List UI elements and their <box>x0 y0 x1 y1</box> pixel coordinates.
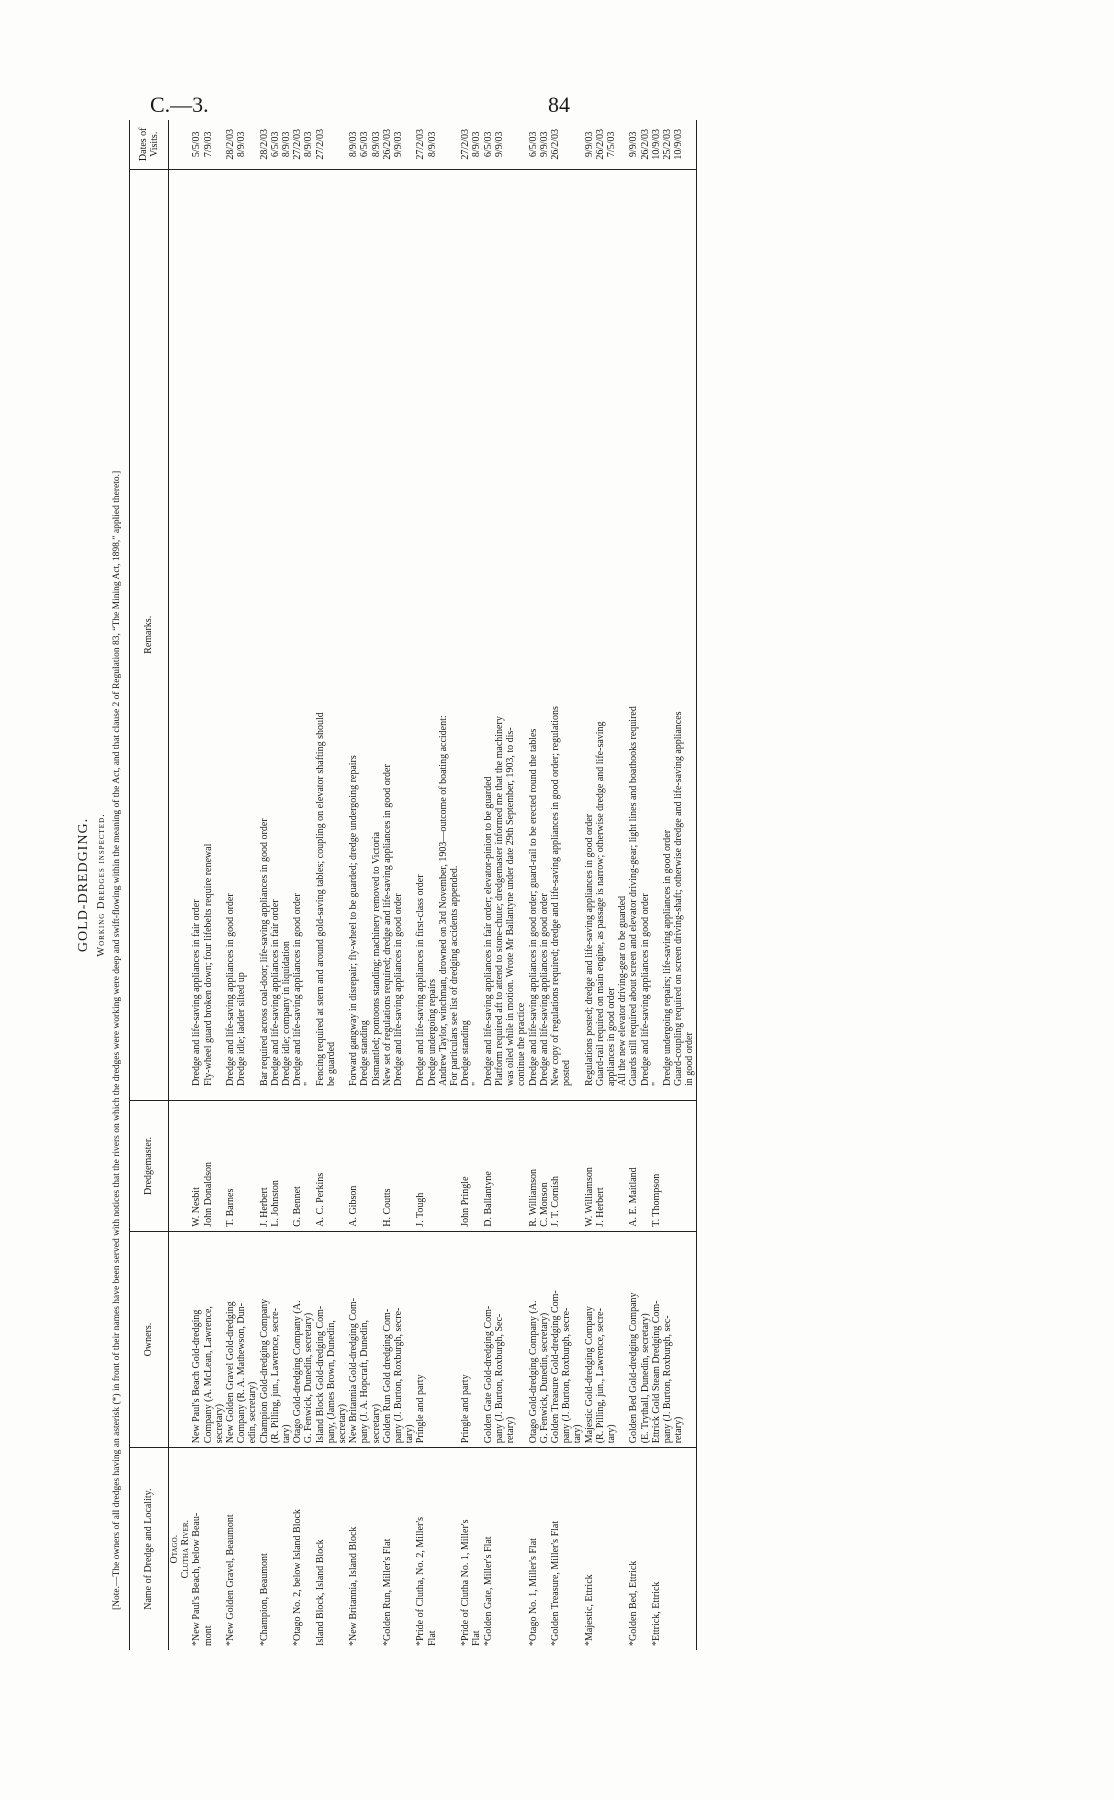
name-line: *Ettrick, Ettrick <box>650 1581 662 1646</box>
column-header: Dredgemaster. <box>130 1101 169 1232</box>
owners-line: pany, (James Brown, Dunedin, <box>325 1320 337 1444</box>
name-line: *New Britannia, Island Block <box>348 1526 360 1646</box>
remarks-line: Regulations posted; dredge and life-saving appliances in good order <box>583 813 595 1087</box>
cell-remarks <box>315 169 349 1100</box>
cell-dates <box>483 120 528 169</box>
cell-dates <box>191 120 225 169</box>
owners-line: New Golden Gravel Gold-dredging <box>225 1301 237 1444</box>
owners-line: New Paul's Beach Gold-dredging <box>191 1309 203 1444</box>
cell-owners <box>382 1231 416 1448</box>
owners-line: G. Fenwick, Dunedin, secretary) <box>303 1312 315 1444</box>
cell-name <box>348 1448 382 1650</box>
section-heading-row <box>169 120 192 1650</box>
cell-dates <box>584 120 629 169</box>
dates-line: 9/9/03 <box>493 131 505 158</box>
dates-line: 27/2/03 <box>415 129 427 160</box>
cell-dredgemaster <box>550 1101 584 1232</box>
dates-line: 8/9/03 <box>426 131 438 158</box>
cell-owners <box>628 1231 650 1448</box>
cell-dredgemaster <box>191 1101 225 1232</box>
cell-remarks <box>651 169 696 1100</box>
dates-line: 26/2/03 <box>381 129 393 160</box>
owners-line: Golden Treasure Gold-dredging Com- <box>549 1290 561 1444</box>
cell-owners <box>460 1231 482 1448</box>
cell-dates <box>225 120 259 169</box>
cell-name <box>315 1448 349 1650</box>
cell-remarks <box>460 169 482 1100</box>
dredges-table <box>129 120 697 1650</box>
dredgemaster-line: W. Williamson <box>583 1167 595 1227</box>
cell-owners <box>348 1231 382 1448</box>
owners-line: Pringle and party <box>415 1374 427 1444</box>
dredgemaster-line: J. Herbert <box>258 1187 270 1227</box>
remarks-line: Guard-rail required on main engine, as passage is narrow; otherwise dredge and life-saving <box>594 721 606 1087</box>
dates-line: 5/5/03 <box>191 131 203 158</box>
dredgemaster-line: John Pringle <box>460 1176 472 1227</box>
owners-line: (E. Trythall, Dunedin, secretary) <box>639 1313 651 1444</box>
cell-dates <box>628 120 650 169</box>
dates-line: 6/5/03 <box>482 131 494 158</box>
dredgemaster-line: A. Gibson <box>348 1185 360 1227</box>
remarks-line: Dismantled; pontoons standing; machinery removed to Victoria <box>370 831 382 1087</box>
cell-dredgemaster <box>315 1101 349 1232</box>
cell-dredgemaster <box>628 1101 650 1232</box>
cell-name <box>225 1448 259 1650</box>
name-line: Flat <box>426 1630 438 1646</box>
rotated-page-content <box>70 120 985 1650</box>
remarks-line: Fly-wheel guard broken down; four lifebelts require renewal <box>202 843 214 1087</box>
cell-remarks <box>382 169 416 1100</box>
remarks-line: New set of regulations required; dredge and life-saving appliances in good order <box>381 764 393 1087</box>
document-title: GOLD-DREDGING. <box>76 817 91 953</box>
table-row <box>628 120 650 1650</box>
dates-line: 8/9/03 <box>236 131 248 158</box>
name-line: *New Paul's Beach, below Beau- <box>191 1512 203 1646</box>
dates-line: 25/2/03 <box>661 129 673 160</box>
cell-dredgemaster <box>292 1101 314 1232</box>
name-line: *Golden Gate, Miller's Flat <box>482 1536 494 1646</box>
cell-name <box>628 1448 650 1650</box>
subsection-heading: Clutha River. <box>180 1519 192 1579</box>
owners-line: pany (J. Burton, Roxburgh, secre- <box>393 1307 405 1444</box>
dates-line: 8/9/03 <box>303 131 315 158</box>
cell-name <box>191 1448 225 1650</box>
table-row <box>225 120 259 1650</box>
cell-dredgemaster <box>259 1101 293 1232</box>
cell-dredgemaster <box>415 1101 460 1232</box>
remarks-line: Dredge standing <box>359 1020 371 1087</box>
remarks-line: New copy of regulations required; dredge and life-saving appliances in good order; regulations <box>549 706 561 1087</box>
table-row <box>584 120 629 1650</box>
section-heading: Otago. <box>169 1534 180 1564</box>
table-row <box>483 120 528 1650</box>
owners-line: retary) <box>673 1416 685 1444</box>
name-line: *Golden Treasure, Miller's Flat <box>549 1520 561 1646</box>
owners-line: pany (J. A. Hopcraft, Dunedin, <box>359 1319 371 1444</box>
dates-line: 7/5/03 <box>605 131 617 158</box>
dates-line: 28/2/03 <box>225 129 237 160</box>
cell-name <box>415 1448 460 1650</box>
owners-line: Island Block Gold-dredging Com- <box>314 1305 326 1444</box>
remarks-line: Guards still required about screen and elevator driving-gear; light lines and boathooks required <box>628 706 640 1087</box>
dredgemaster-line: J. Tough <box>415 1192 427 1227</box>
remarks-line: posted <box>561 1059 573 1087</box>
cell-dates <box>382 120 416 169</box>
remarks-line: Fencing required at stern and around gold-saving tables; coupling on elevator shafting should <box>314 712 326 1087</box>
name-line: *Champion, Beaumont <box>258 1553 270 1646</box>
cell-dredgemaster <box>528 1101 550 1232</box>
owners-line: Pringle and party <box>460 1374 472 1444</box>
cell-remarks <box>528 169 550 1100</box>
remarks-line: Dredge idle; ladder silted up <box>236 972 248 1087</box>
name-line: mont <box>202 1625 214 1646</box>
dates-line: 10/9/03 <box>673 129 685 160</box>
cell-dredgemaster <box>460 1101 482 1232</box>
table-row <box>315 120 349 1650</box>
name-line: Flat <box>471 1630 483 1646</box>
remarks-line: For particulars see list of dredging accidents appended. <box>449 865 461 1087</box>
remarks-line: " <box>650 1081 662 1087</box>
dates-line: 10/9/03 <box>650 129 662 160</box>
remarks-line: Bar required across coal-door; life-saving appliances in good order <box>258 818 270 1087</box>
cell-dates <box>292 120 314 169</box>
table-row <box>259 120 293 1650</box>
owners-line: Golden Bed Gold-dredging Company <box>628 1292 640 1444</box>
remarks-line: Forward gangway in disrepair; fly-wheel to be guarded; dredge undergoing repairs <box>348 755 360 1087</box>
cell-remarks <box>415 169 460 1100</box>
table-body <box>169 120 697 1650</box>
dates-line: 8/9/03 <box>348 131 360 158</box>
remarks-line: Guard-coupling required on screen driving-shaft; otherwise dredge and life-saving appliances <box>673 711 685 1087</box>
cell-name <box>584 1448 629 1650</box>
name-line: *Otago No. 2, below Island Block <box>292 1509 304 1646</box>
cell-owners <box>483 1231 528 1448</box>
dredgemaster-line: A. E. Maitland <box>628 1167 640 1227</box>
remarks-line: continue the practice <box>516 1002 528 1087</box>
dates-line: 27/2/03 <box>314 129 326 160</box>
owners-line: secretary) <box>337 1403 349 1444</box>
dates-line: 26/2/03 <box>639 129 651 160</box>
remarks-line: Dredge and life-saving appliances in good order <box>292 893 304 1087</box>
dredgemaster-line: J. Herbert <box>594 1187 606 1227</box>
owners-line: Ettrick Gold Steam Dredging Com- <box>650 1300 662 1444</box>
owners-line: secretary) <box>370 1403 382 1444</box>
dredgemaster-line: A. C. Perkins <box>314 1172 326 1227</box>
table-row <box>651 120 696 1650</box>
remarks-line: Dredge and life-saving appliances in good order; guard-rail to be erected round the tables <box>527 728 539 1087</box>
remarks-line: Platform required aft to attend to stone-chute; dredgemaster informed me that the machinery <box>493 716 505 1087</box>
remarks-line: All the new elevator driving-gear to be guarded <box>617 895 629 1087</box>
page-code: C.—3. <box>150 92 209 117</box>
cell-dates <box>259 120 293 169</box>
cell-remarks <box>292 169 314 1100</box>
cell-name <box>483 1448 528 1650</box>
owners-line: Company (R. A. Mathewson, Dun- <box>236 1303 248 1444</box>
owners-line: (R. Pilling, jun., Lawrence, secre- <box>269 1308 281 1444</box>
cell-dredgemaster <box>483 1101 528 1232</box>
column-header: Remarks. <box>130 169 169 1100</box>
cell-dredgemaster <box>382 1101 416 1232</box>
dredgemaster-line: D. Ballantyne <box>482 1171 494 1227</box>
table-row <box>415 120 460 1650</box>
dates-line: 6/5/03 <box>527 131 539 158</box>
cell-dates <box>315 120 349 169</box>
remarks-line: Dredge and life-saving appliances in good order <box>225 893 237 1087</box>
table-row <box>550 120 584 1650</box>
name-line: *New Golden Gravel, Beaumont <box>225 1514 237 1646</box>
owners-line: Champion Gold-dredging Company <box>258 1298 270 1444</box>
dredgemaster-line: R. Williamson <box>527 1169 539 1227</box>
cell-remarks <box>550 169 584 1100</box>
cell-owners <box>584 1231 629 1448</box>
table-row <box>528 120 550 1650</box>
cell-name <box>292 1448 314 1650</box>
cell-owners <box>415 1231 460 1448</box>
table-row <box>382 120 416 1650</box>
cell-owners <box>550 1231 584 1448</box>
cell-owners <box>651 1231 696 1448</box>
name-line: *Golden Run, Miller's Flat <box>381 1538 393 1646</box>
cell-dates <box>550 120 584 169</box>
remarks-line: Dredge idle; company in liquidation <box>281 941 293 1087</box>
cell-dredgemaster <box>225 1101 259 1232</box>
dredgemaster-line: John Donaldson <box>202 1162 214 1227</box>
table-row <box>191 120 225 1650</box>
column-header: Name of Dredge and Locality. <box>130 1448 169 1650</box>
cell-name <box>550 1448 584 1650</box>
dates-line: 9/9/03 <box>628 131 640 158</box>
owners-line: Golden Gate Gold-dredging Com- <box>482 1305 494 1444</box>
cell-owners <box>225 1231 259 1448</box>
dates-line: 8/9/03 <box>370 131 382 158</box>
owners-line: pany (J. Burton, Roxburgh, Sec- <box>493 1313 505 1444</box>
cell-name <box>528 1448 550 1650</box>
cell-remarks <box>191 169 225 1100</box>
cell-owners <box>191 1231 225 1448</box>
dredgemaster-line: L. Johnston <box>269 1180 281 1227</box>
dates-line: 8/9/03 <box>471 131 483 158</box>
remarks-line: " <box>471 1081 483 1087</box>
dredgemaster-line: T. Barnes <box>225 1188 237 1227</box>
owners-line: retary) <box>505 1416 517 1444</box>
cell-dates <box>528 120 550 169</box>
owners-line: tary) <box>572 1424 584 1444</box>
dates-line: 27/2/03 <box>460 129 472 160</box>
cell-name <box>460 1448 482 1650</box>
cell-dredgemaster <box>651 1101 696 1232</box>
cell-owners <box>259 1231 293 1448</box>
remarks-line: Dredge and life-saving appliances in good order <box>538 893 550 1087</box>
remarks-line: Dredge and life-saving appliances in good order <box>393 893 405 1087</box>
cell-name <box>651 1448 696 1650</box>
owners-line: secretary) <box>213 1403 225 1444</box>
owners-line: edin, secretary) <box>247 1381 259 1444</box>
remarks-line: Dredge and life-saving appliances in first-class order <box>415 874 427 1087</box>
dates-line: 27/2/03 <box>292 129 304 160</box>
dates-line: 28/2/03 <box>258 129 270 160</box>
remarks-line: Dredge and life-saving appliances in fair order; elevator-pinion to be guarded <box>482 776 494 1087</box>
dredgemaster-line: C. Monson <box>538 1182 550 1227</box>
remarks-line: Dredge undergoing repairs; life-saving appliances in good order <box>661 829 673 1087</box>
cell-remarks <box>348 169 382 1100</box>
owners-line: Majestic Gold-dredging Company <box>583 1306 595 1444</box>
remarks-line: appliances in good order <box>605 987 617 1087</box>
cell-owners <box>528 1231 550 1448</box>
name-line: *Golden Bed, Ettrick <box>628 1560 640 1646</box>
owners-line: Otago Gold-dredging Company (A. <box>527 1300 539 1444</box>
dates-line: 9/9/03 <box>538 131 550 158</box>
cell-dates <box>415 120 460 169</box>
cell-dredgemaster <box>348 1101 382 1232</box>
dates-line: 6/5/03 <box>269 131 281 158</box>
table-row <box>348 120 382 1650</box>
remarks-line: in good order <box>684 1032 696 1087</box>
name-line: *Otago No. 1, Miller's Flat <box>527 1538 539 1646</box>
cell-dates <box>651 120 696 169</box>
table-row <box>292 120 314 1650</box>
owners-line: tary) <box>281 1424 293 1444</box>
remarks-line: was oiled while in motion. Wrote Mr Ballantyne under date 29th September, 1903, to dis- <box>505 727 517 1087</box>
owners-line: Otago Gold-dredging Company (A. <box>292 1300 304 1444</box>
dates-line: 7/9/03 <box>202 131 214 158</box>
cell-dates <box>460 120 482 169</box>
cell-remarks <box>584 169 629 1100</box>
remarks-line: be guarded <box>325 1041 337 1087</box>
remarks-line: Dredge and life-saving appliances in good order <box>639 893 651 1087</box>
column-header: Dates of Visits. <box>130 120 169 169</box>
owners-line: pany (J. Burton, Roxburgh, sec- <box>661 1315 673 1444</box>
column-header: Owners. <box>130 1231 169 1448</box>
name-line: *Pride of Clutha, No. 2, Miller's <box>415 1516 427 1646</box>
table-header-row <box>130 120 169 1650</box>
dates-line: 6/5/03 <box>359 131 371 158</box>
table-row <box>460 120 482 1650</box>
cell-remarks <box>225 169 259 1100</box>
cell-remarks <box>483 169 528 1100</box>
dredgemaster-line: G. Bennet <box>292 1186 304 1227</box>
remarks-line: Andrew Taylor, winchman, drowned on 3rd November, 1903—outcome of boating accident: <box>437 715 449 1087</box>
cell-owners <box>315 1231 349 1448</box>
name-line: *Majestic, Ettrick <box>583 1574 595 1646</box>
cell-remarks <box>628 169 650 1100</box>
dates-line: 26/2/03 <box>594 129 606 160</box>
cell-dredgemaster <box>584 1101 629 1232</box>
dates-line: 9/9/03 <box>583 131 595 158</box>
cell-owners <box>292 1231 314 1448</box>
owners-line: (R. Pilling, jun., Lawrence, secre- <box>594 1308 606 1444</box>
note-paragraph: [Note.—The owners of all dredges having an asterisk (*) in front of their names have been served with notices that the rivers on which the dredges were working were deep and swift-flowing within the meaning of the Act, and that clause 2 of Regulation 83, “The Mining Act, 1898,” applied thereto.] <box>112 470 122 1610</box>
remarks-line: Dredge undergoing repairs <box>426 979 438 1087</box>
dates-line: 26/2/03 <box>549 129 561 160</box>
document-subtitle: Working Dredges inspected. <box>96 813 107 957</box>
remarks-line: " <box>303 1081 315 1087</box>
dredgemaster-line: W. Nesbit <box>191 1187 203 1227</box>
remarks-line: Dredge standing <box>460 1020 472 1087</box>
owners-line: tary) <box>404 1424 416 1444</box>
dredgemaster-line: T. Thompson <box>650 1173 662 1227</box>
owners-line: New Britannia Gold-dredging Com- <box>348 1298 360 1444</box>
dates-line: 8/9/03 <box>281 131 293 158</box>
dredgemaster-line: H. Coutts <box>381 1188 393 1227</box>
dates-line: 9/9/03 <box>393 131 405 158</box>
name-line: Island Block, Island Block <box>314 1539 326 1646</box>
remarks-line: Dredge and life-saving appliances in fair order <box>269 899 281 1087</box>
cell-dates <box>348 120 382 169</box>
dredgemaster-line: J. T. Cornish <box>549 1176 561 1227</box>
owners-line: Golden Run Gold dredging Com- <box>381 1308 393 1444</box>
page-number: 84 <box>548 92 570 117</box>
name-line: *Pride of Clutha No. 1, Miller's <box>460 1519 472 1646</box>
cell-name <box>382 1448 416 1650</box>
remarks-line: Dredge and life-saving appliances in fair order <box>191 899 203 1087</box>
owners-line: pany (J. Burton, Roxburgh, secre- <box>561 1307 573 1444</box>
cell-name <box>259 1448 293 1650</box>
owners-line: G. Fenwick, Dunedin, secretary) <box>538 1312 550 1444</box>
owners-line: Company (A. McLean, Lawrence, <box>202 1306 214 1444</box>
owners-line: tary) <box>605 1424 617 1444</box>
cell-remarks <box>259 169 293 1100</box>
